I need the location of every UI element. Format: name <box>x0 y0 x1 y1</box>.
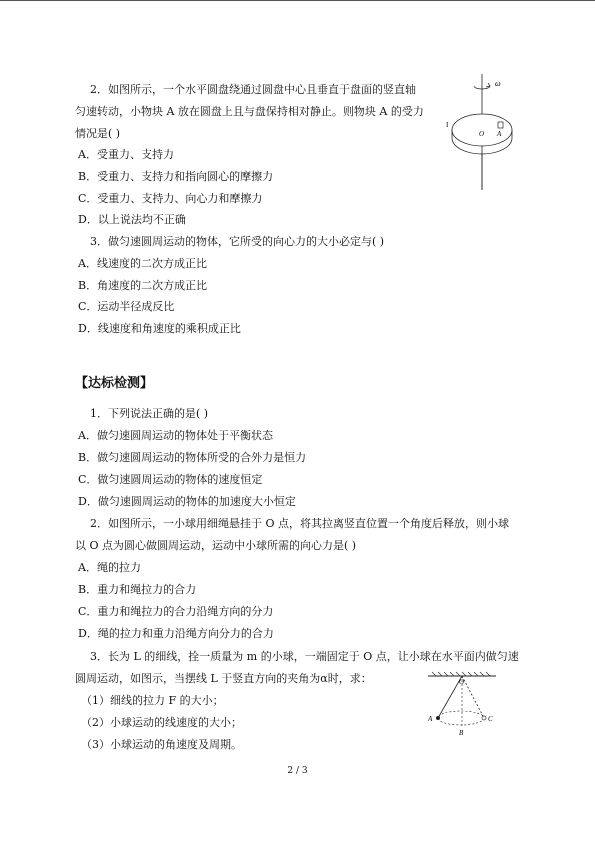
t2-option-d: D．绳的拉力和重力沿绳方向分力的合力 <box>78 627 274 640</box>
q2-option-a: A．受重力、支持力 <box>78 148 174 161</box>
q2-option-b: B．受重力、支持力和指向圆心的摩擦力 <box>78 170 274 183</box>
q3-option-b: B．角速度的二次方成正比 <box>78 279 208 292</box>
q2-stem-line-3: 情况是( ) <box>75 127 121 140</box>
orbit-path <box>438 711 484 725</box>
ball-c <box>482 716 486 720</box>
t1-option-b: B．做匀速圆周运动的物体所受的合外力是恒力 <box>78 451 307 464</box>
q3-option-a: A．线速度的二次方成正比 <box>78 257 207 270</box>
t2-option-c: C．重力和绳拉力的合力沿绳方向的分力 <box>78 605 274 618</box>
q2-option-d: D．以上说法均不正确 <box>78 213 186 226</box>
point-b-label: B <box>459 729 464 737</box>
q3-stem: 3．做匀速圆周运动的物体，它所受的向心力的大小必定与( ) <box>90 235 385 248</box>
rotating-disk-figure <box>442 72 522 197</box>
omega-label: ω <box>495 79 501 88</box>
t1-option-a: A．做匀速圆周运动的物体处于平衡状态 <box>78 429 273 442</box>
t3-sub-2: （2）小球运动的线速度的大小； <box>81 716 242 729</box>
rotation-arrowhead <box>486 83 490 87</box>
conical-pendulum-figure <box>418 668 513 740</box>
block-a-label: A <box>497 130 502 138</box>
ceiling-hatch <box>432 672 490 676</box>
t1-stem: 1．下列说法正确的是( ) <box>90 407 209 420</box>
t2-option-b: B．重力和绳拉力的合力 <box>78 583 197 596</box>
t2-option-a: A．绳的拉力 <box>78 561 141 574</box>
q3-option-d: D．线速度和角速度的乘积成正比 <box>78 322 241 335</box>
disk-left-label: I <box>446 121 449 129</box>
section-title: 【达标检测】 <box>75 376 154 391</box>
page-number: 2 / 3 <box>287 766 308 776</box>
t3-sub-3: （3）小球运动的角速度及周期。 <box>81 738 242 751</box>
point-a-label: A <box>428 715 433 723</box>
t3-sub-1: （1）细线的拉力 F 的大小； <box>81 694 224 707</box>
string-oc <box>462 676 484 718</box>
disk-center-label: O <box>479 130 485 138</box>
q2-stem-line-2: 匀速转动，小物块 A 放在圆盘上且与盘保持相对静止。则物块 A 的受力 <box>75 105 424 118</box>
point-o-label: O <box>459 678 465 686</box>
t3-stem-line-1: 3．长为 L 的细线，拴一质量为 m 的小球，一端固定于 O 点，让小球在水平面内做匀速 <box>90 650 519 663</box>
t2-stem-line-1: 2．如图所示，一小球用细绳悬挂于 O 点，将其拉离竖直位置一个角度后释放，则小球 <box>90 517 510 530</box>
ball-a <box>436 716 440 720</box>
t2-stem-line-2: 以 O 点为圆心做圆周运动，运动中小球所需的向心力是( ) <box>75 539 357 552</box>
q3-option-c: C．运动半径成反比 <box>78 300 175 313</box>
q2-option-c: C．受重力、支持力、向心力和摩擦力 <box>78 192 263 205</box>
t1-option-d: D．做匀速圆周运动的物体的加速度大小恒定 <box>78 495 296 508</box>
t1-option-c: C．做匀速圆周运动的物体的速度恒定 <box>78 473 263 486</box>
top-rule <box>0 0 595 1</box>
block-a <box>498 122 503 128</box>
q2-stem-line-1: 2．如图所示，一个水平圆盘绕通过圆盘中心且垂直于盘面的竖直轴 <box>90 83 416 96</box>
t3-stem-line-2: 圆周运动，如图示，当摆线 L 于竖直方向的夹角为α时，求： <box>75 672 372 685</box>
point-c-label: C <box>488 715 493 723</box>
